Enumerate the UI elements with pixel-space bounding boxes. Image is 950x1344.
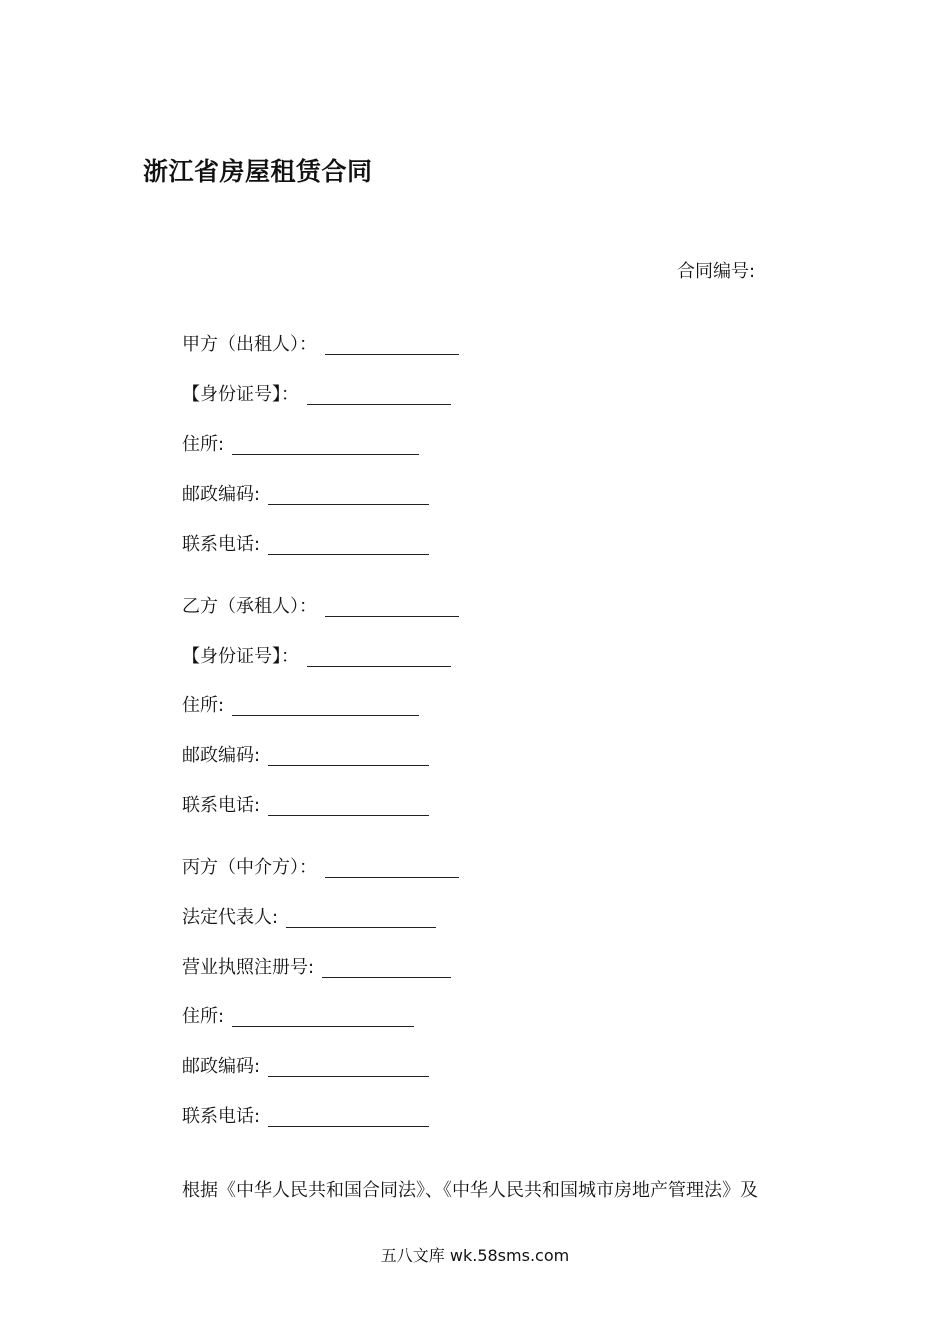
party-b-id-blank[interactable]	[307, 646, 451, 667]
party-a-heading-field	[182, 332, 459, 358]
party-c-name-blank[interactable]	[325, 857, 459, 878]
party-a-address-label: 住所:	[182, 434, 225, 455]
party-a-address-blank[interactable]	[232, 434, 419, 455]
party-b-name-blank[interactable]	[325, 596, 459, 617]
party-a-id-field	[182, 382, 451, 408]
party-a-phone-field	[182, 532, 429, 558]
party-c-rep-blank[interactable]	[286, 907, 436, 928]
party-b-postcode-label: 邮政编码:	[182, 745, 261, 766]
party-c-license-blank[interactable]	[322, 957, 451, 978]
party-c-rep-field	[182, 905, 436, 931]
party-b-address-field	[182, 693, 419, 719]
party-a-id-blank[interactable]	[307, 384, 451, 405]
party-a-phone-blank[interactable]	[268, 534, 429, 555]
party-b-phone-blank[interactable]	[268, 795, 429, 816]
party-a-postcode-field	[182, 482, 429, 508]
party-c-address-blank[interactable]	[232, 1006, 414, 1027]
party-b-id-field	[182, 644, 451, 670]
party-a-postcode-label: 邮政编码:	[182, 484, 261, 505]
party-c-license-label: 营业执照注册号:	[182, 957, 315, 978]
party-a-id-label: 【身份证号】：	[182, 384, 299, 405]
party-b-phone-field	[182, 793, 429, 819]
party-c-postcode-field	[182, 1054, 429, 1080]
party-c-license-field	[182, 955, 451, 981]
party-c-rep-label: 法定代表人:	[182, 907, 279, 928]
party-b-id-label: 【身份证号】：	[182, 646, 299, 667]
document-title: 浙江省房屋租赁合同	[143, 157, 373, 186]
party-c-phone-blank[interactable]	[268, 1106, 429, 1127]
party-b-heading-field	[182, 594, 459, 620]
party-c-postcode-label: 邮政编码:	[182, 1056, 261, 1077]
party-b-heading: 乙方（承租人）：	[182, 596, 317, 617]
party-c-address-label: 住所:	[182, 1006, 225, 1027]
party-b-phone-label: 联系电话:	[182, 795, 261, 816]
party-b-address-label: 住所:	[182, 695, 225, 716]
party-c-postcode-blank[interactable]	[268, 1056, 429, 1077]
party-c-address-field	[182, 1004, 414, 1030]
party-b-address-blank[interactable]	[232, 695, 419, 716]
party-a-phone-label: 联系电话:	[182, 534, 261, 555]
party-a-postcode-blank[interactable]	[268, 484, 429, 505]
contract-number-label: 合同编号:	[677, 261, 756, 282]
party-c-phone-label: 联系电话:	[182, 1106, 261, 1127]
intro-paragraph: 根据《中华人民共和国合同法》、《中华人民共和国城市房地产管理法》及	[182, 1180, 758, 1201]
party-a-address-field	[182, 432, 419, 458]
party-a-name-blank[interactable]	[325, 334, 459, 355]
footer-watermark: 五八文库 wk.58sms.com	[380, 1246, 570, 1265]
party-c-heading-field	[182, 855, 459, 881]
party-c-heading: 丙方（中介方）：	[182, 857, 317, 878]
party-c-phone-field	[182, 1104, 429, 1130]
party-b-postcode-field	[182, 743, 429, 769]
party-a-heading: 甲方（出租人）：	[182, 334, 317, 355]
party-b-postcode-blank[interactable]	[268, 745, 429, 766]
